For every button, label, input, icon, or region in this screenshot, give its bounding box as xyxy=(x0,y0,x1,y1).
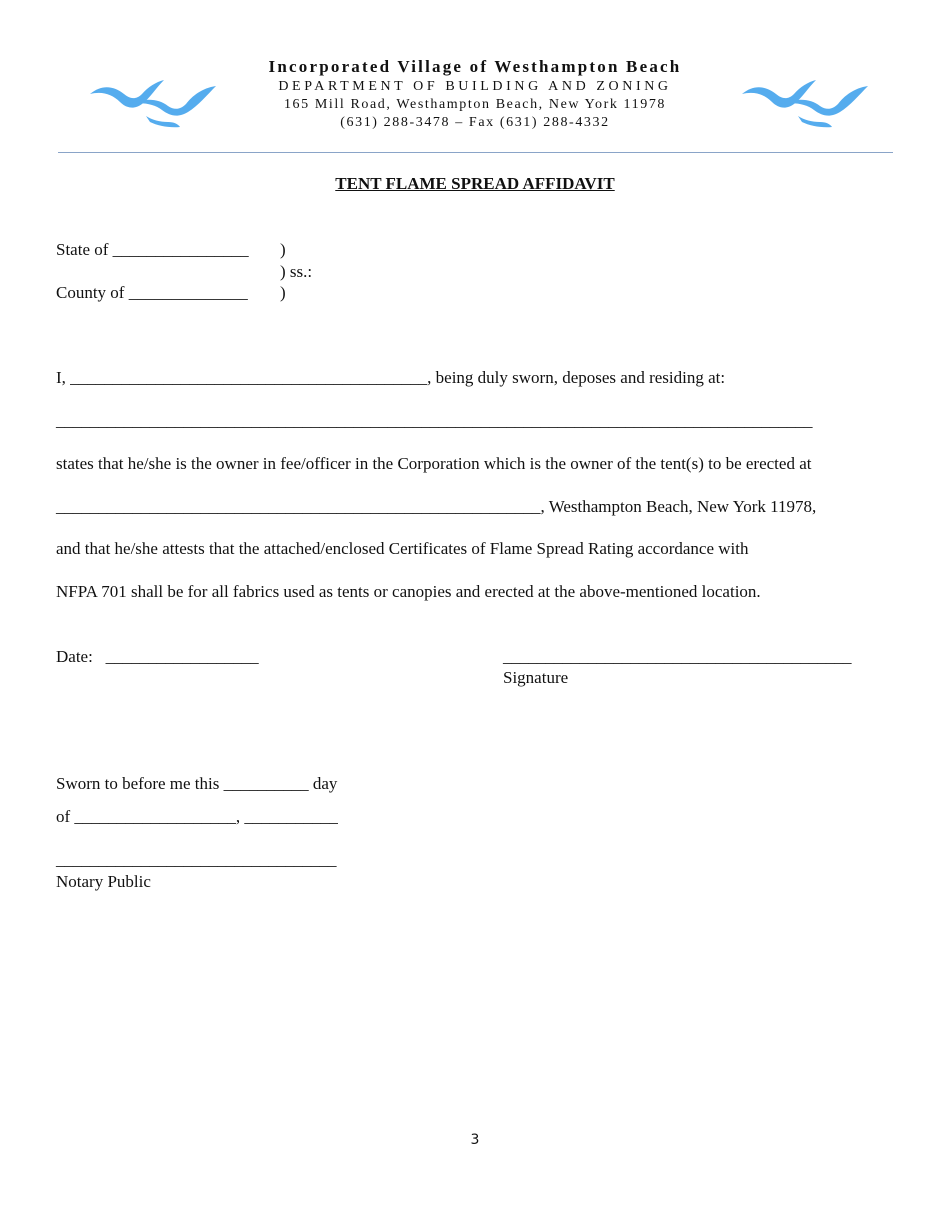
sworn-day-field[interactable]: Sworn to before me this __________ day xyxy=(56,774,338,793)
venue-ss-label: ) ss.: xyxy=(280,262,313,281)
residence-address-line[interactable]: _________________________________________________________________________________________ xyxy=(56,411,813,430)
seagull-logo-icon xyxy=(88,72,218,128)
sworn-month-year-field[interactable]: of ___________________, ___________ xyxy=(56,807,338,826)
notary-signature-line[interactable]: _________________________________ xyxy=(56,850,337,869)
page-number: 3 xyxy=(470,1132,480,1148)
signature-label: Signature xyxy=(503,668,569,687)
notary-label: Notary Public xyxy=(56,872,151,891)
office-address: 165 Mill Road, Westhampton Beach, New York 11978 xyxy=(283,97,667,112)
department-name: DEPARTMENT OF BUILDING AND ZONING xyxy=(278,79,672,94)
village-name: Incorporated Village of Westhampton Beach xyxy=(268,57,682,76)
attestation-statement: and that he/she attests that the attached/enclosed Certificates of Flame Spread Rating accordance with xyxy=(56,539,749,558)
county-of-field[interactable]: County of ______________ xyxy=(56,283,248,302)
date-field[interactable]: Date: __________________ xyxy=(56,647,259,666)
header-divider xyxy=(58,152,893,153)
ownership-statement: states that he/she is the owner in fee/officer in the Corporation which is the owner of the tent(s) to be erected at xyxy=(56,454,812,473)
signature-line[interactable]: _________________________________________ xyxy=(503,647,852,666)
deponent-name-line[interactable]: I, __________________________________________, being duly sworn, deposes and residing at: xyxy=(56,368,726,387)
tent-location-line[interactable]: _________________________________________________________, Westhampton Beach, New York 11978, xyxy=(56,497,817,516)
page-title: TENT FLAME SPREAD AFFIDAVIT xyxy=(335,174,615,193)
letterhead xyxy=(200,56,750,132)
nfpa-statement: NFPA 701 shall be for all fabrics used as tents or canopies and erected at the above-mentioned location. xyxy=(56,582,761,601)
venue-paren-top: ) xyxy=(280,240,286,259)
seagull-logo-icon xyxy=(740,72,870,128)
venue-paren-bottom: ) xyxy=(280,283,286,302)
office-phone: (631) 288-3478 – Fax (631) 288-4332 xyxy=(340,115,610,130)
state-of-field[interactable]: State of ________________ xyxy=(56,240,249,259)
